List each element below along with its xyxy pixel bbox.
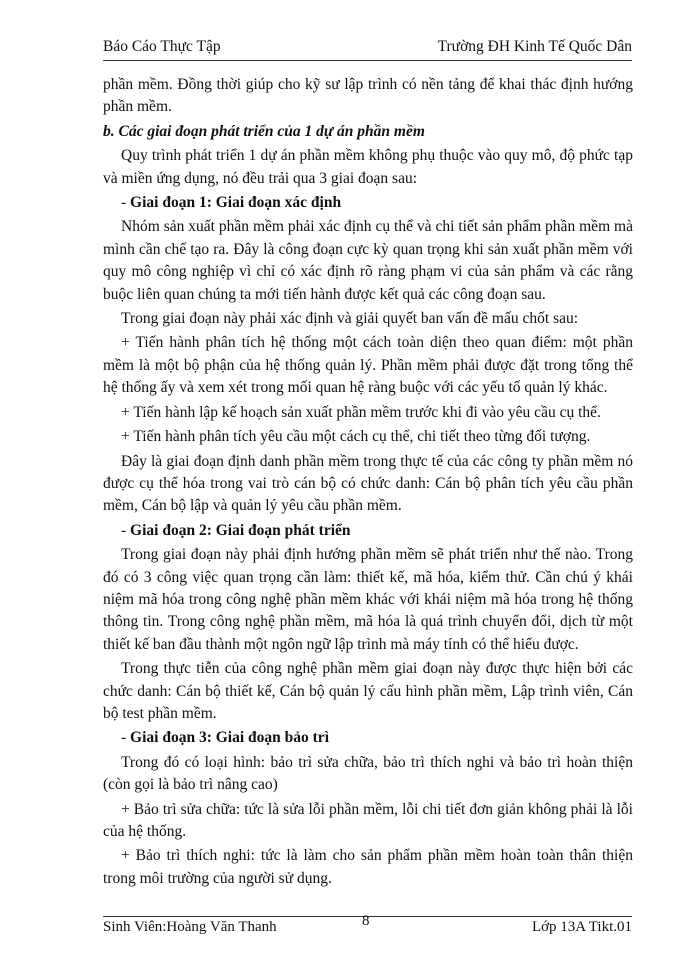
paragraph: Quy trình phát triển 1 dự án phần mềm không phụ thuộc vào quy mô, độ phức tạp và miền ứng dụng, nó đều trải qua 3 giai đoạn sau:: [103, 147, 633, 187]
paragraph: Trong đó có loại hình: bảo trì sửa chữa, bảo trì thích nghi và bảo trì hoàn thiện (còn gọi là bảo trì nâng cao): [103, 753, 633, 794]
stage-title: Giai đoạn 3: Giai đoạn bảo trì: [130, 729, 329, 747]
paragraph: phần mềm. Đồng thời giúp cho kỹ sư lập trình có nền tảng để khai thác định hướng phần mềm.: [103, 76, 633, 116]
paragraph: Trong giai đoạn này phải xác định và giải quyết ban vấn đề mấu chốt sau:: [121, 310, 579, 328]
list-item: + Bảo trì sửa chữa: tức là sửa lỗi phần mềm, lỗi chi tiết đơn giản không phải là lỗi của hệ thống.: [103, 800, 633, 840]
stage-bullet: -: [121, 521, 131, 539]
footer-class: Lớp 13A Tikt.01: [531, 919, 632, 935]
header-university: Trường ĐH Kinh Tế Quốc Dân: [437, 38, 632, 55]
footer-student: Sinh Viên:Hoàng Văn Thanh: [103, 919, 277, 935]
stage-1-heading: [103, 192, 633, 214]
stage-title: Giai đoạn 2: Giai đoạn phát triển: [130, 521, 351, 539]
list-item: + Bảo trì thích nghi: tức là làm cho sản phẩm phần mềm hoàn toàn thân thiện trong môi trường của người sử dụng.: [103, 847, 633, 887]
page-body: [103, 74, 633, 890]
list-item: + Tiến hành phân tích yêu cầu một cách cụ thể, chi tiết theo từng đối tượng.: [121, 428, 591, 446]
page-footer: [103, 913, 632, 941]
paragraph: Trong giai đoạn này phải định hướng phần mềm sẽ phát triển như thế nào. Trong đó có 3 công việc quan trọng cần làm: thiết kế, mã hóa, kiểm thử. Cần chú ý khái niệm mã hóa trong công nghệ phần mềm khác với khái niệm mã hóa trong hệ thống thông tin. Trong công nghệ phần mềm, mã hóa là quá trình chuyển đổi, dịch từ một thiết kế ban đầu thành một ngôn ngữ lập trình mà máy tính có thể hiểu được.: [103, 546, 633, 653]
paragraph: Trong thực tiễn của công nghệ phần mềm giai đoạn này được thực hiện bởi các chức danh: Cán bộ thiết kế, Cán bộ quản lý cấu hình phần mềm, Lập trình viên, Cán bộ test phần mềm.: [103, 660, 633, 722]
page-header: [103, 36, 632, 61]
stage-title: Giai đoạn 1: Giai đoạn xác định: [130, 194, 342, 212]
paragraph: Nhóm sản xuất phần mềm phải xác định cụ thể và chi tiết sản phẩm phần mềm mà mình cần chế tạo ra. Đây là công đoạn cực kỳ quan trọng khi sản xuất phần mềm với quy mô công nghiệp vì chỉ có xác định rõ ràng phạm vi của sản phẩm và các rằng buộc liên quan chúng ta mới tiến hành được kết quả các công đoạn sau.: [103, 218, 633, 303]
stage-3-heading: [103, 727, 633, 749]
header-report-title: Báo Cáo Thực Tập: [103, 38, 221, 55]
paragraph: Đây là giai đoạn định danh phần mềm trong thực tế của các công ty phần mềm nó được cụ thể hóa trong vai trò cán bộ có chức danh: Cán bộ phân tích yêu cầu phần mềm, Cán bộ lập và quản lý yêu cầu phần mềm.: [103, 452, 633, 515]
page-number: 8: [362, 913, 370, 929]
stage-2-heading: [103, 520, 633, 542]
list-item: + Tiến hành lập kế hoạch sản xuất phần mềm trước khi đi vào yêu cầu cụ thể.: [121, 403, 601, 421]
section-heading: b. Các giai đoạn phát triển của 1 dự án phần mềm: [103, 122, 425, 140]
list-item: + Tiến hành phân tích hệ thống một cách toàn diện theo quan điểm: một phần mềm là một bộ phận của hệ thống quản lý. Phần mềm phải được đặt trong tổng thể hệ thống ấy và xem xét trong mối quan hệ ràng buộc với các yếu tố quản lý khác.: [103, 334, 633, 397]
stage-bullet: -: [121, 729, 131, 747]
stage-bullet: -: [121, 194, 131, 212]
